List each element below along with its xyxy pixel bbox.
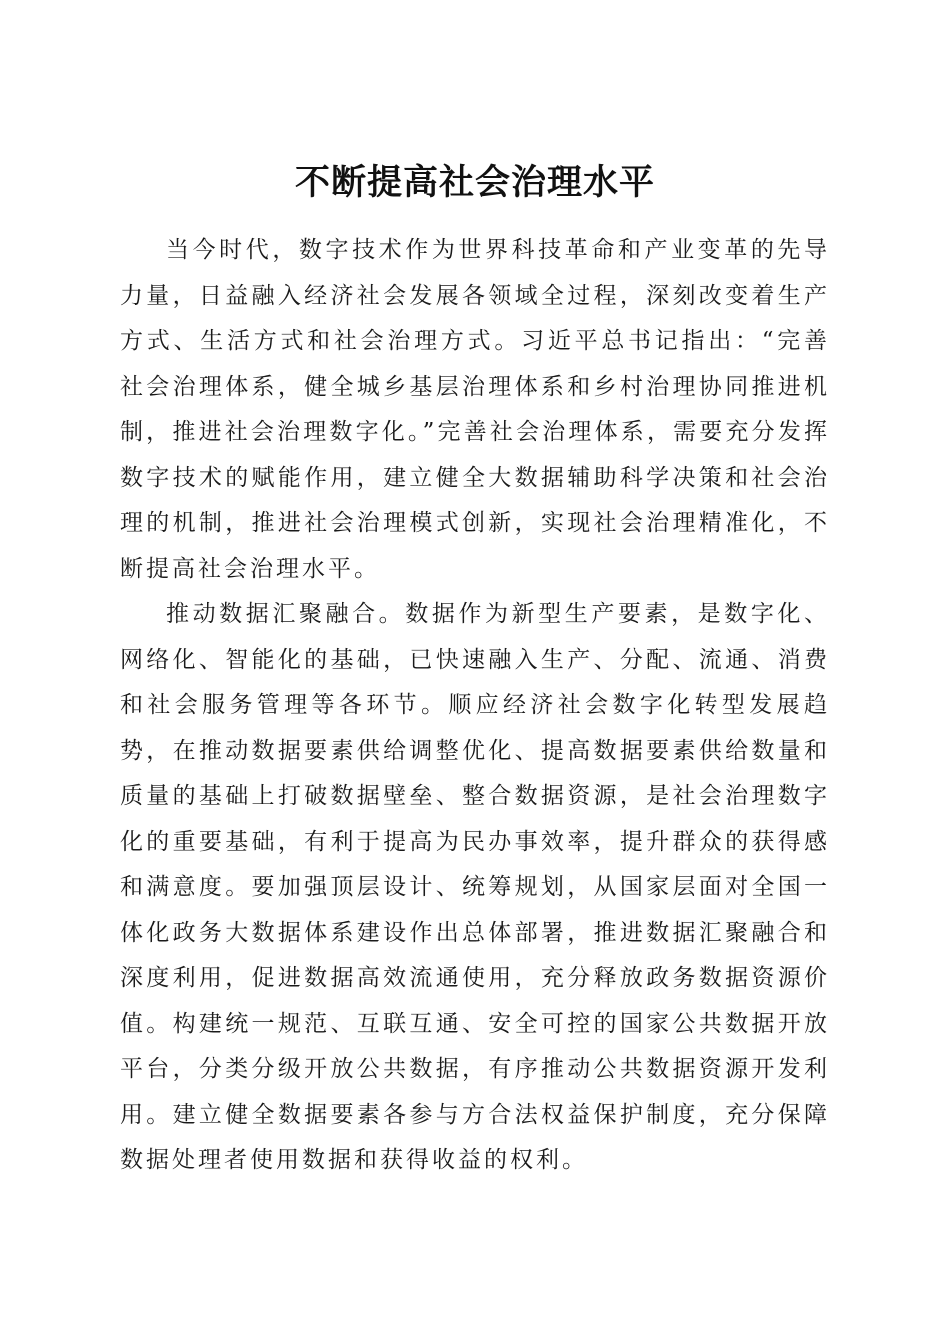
document-body [120, 228, 830, 1184]
document-title: 不断提高社会治理水平 [294, 162, 655, 204]
paragraph-intro: 当今时代，数字技术作为世界科技革命和产业变革的先导力量，日益融入经济社会发展各领域全过程，深刻改变着生产方式、生活方式和社会治理方式。习近平总书记指出：“完善社会治理体系，健全城乡基层治理体系和乡村治理协同推进机制，推进社会治理数字化。”完善社会治理体系，需要充分发挥数字技术的赋能作用，建立健全大数据辅助科学决策和社会治理的机制，推进社会治理模式创新，实现社会治理精准化，不断提高社会治理水平。 [120, 237, 830, 582]
paragraph-data-fusion: 推动数据汇聚融合。数据作为新型生产要素，是数字化、网络化、智能化的基础，已快速融入生产、分配、流通、消费和社会服务管理等各环节。顺应经济社会数字化转型发展趋势，在推动数据要素供给调整优化、提高数据要素供给数量和质量的基础上打破数据壁垒、整合数据资源，是社会治理数字化的重要基础，有利于提高为民办事效率，提升群众的获得感和满意度。要加强顶层设计、统筹规划，从国家层面对全国一体化政务大数据体系建设作出总体部署，推进数据汇聚融合和深度利用，促进数据高效流通使用，充分释放政务数据资源价值。构建统一规范、互联互通、安全可控的国家公共数据开放平台，分类分级开放公共数据，有序推动公共数据资源开发利用。建立健全数据要素各参与方合法权益保护制度，充分保障数据处理者使用数据和获得收益的权利。 [120, 601, 830, 1173]
